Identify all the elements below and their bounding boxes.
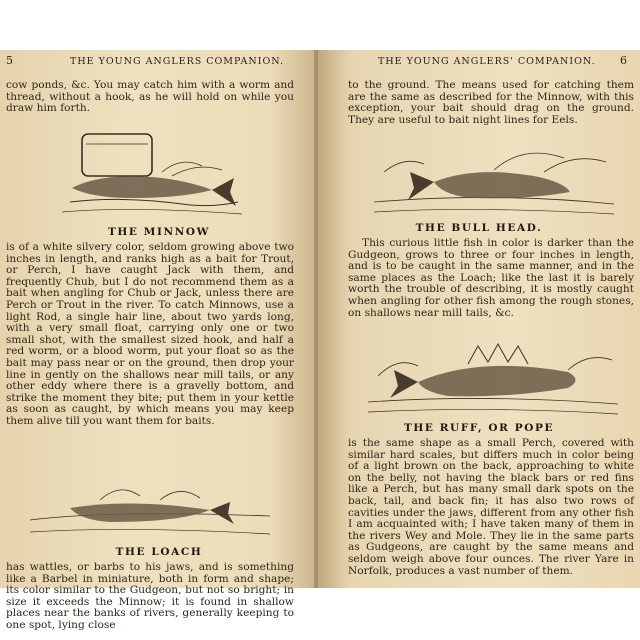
ruff-caption: THE RUFF, OR POPE: [403, 422, 555, 434]
right-top-paragraph: to the ground. The means used for catching them are the same as described for the Minnow, with this exception, your bait should drag on the ground. They are useful to bait night lines for Eels.: [348, 79, 634, 126]
right-page-number: 6: [620, 54, 627, 67]
bull-head-paragraph: This curious little fish in color is darker than the Gudgeon, grows to three or four inches in length, and is to be caught in the same manner, and in the same places as the Loach; like the last it is barely worth the trouble of describing, it is mostly caught when angling for other fish among the rough stones, on shallows near mill tails, &c.: [348, 237, 634, 319]
left-top-paragraph: cow ponds, &c. You may catch him with a worm and thread, without a hook, as he will hold on while you draw him forth.: [6, 79, 294, 115]
ruff-paragraph: is the same shape as a small Perch, covered with similar hard scales, but differs much in color being of a light brown on the back, approaching to white on the belly, not having the black bars or red fins like a Perch, but has many small dark spots on the back, tail, and back fin; it has also two rows of cavities under the jaws, different from any other fish I am acquainted with; I have taken many of them in the rivers Wey and Mole. They lie in the same parts as Gudgeons, are caught by the same means and seldom weigh above four ounces. The river Yare in Norfolk, produces a vast number of them.: [348, 437, 634, 577]
loach-paragraph: has wattles, or barbs to his jaws, and is something like a Barbel in miniature, both in form and shape; its color similar to the Gudgeon, but not so bright; in size it exceeds the Minnow; it is found in shallow places near the banks of rivers, generally keeping to one spot, lying close: [6, 561, 294, 631]
left-page-number: 5: [6, 54, 13, 67]
minnow-engraving: [62, 126, 242, 218]
right-running-head: THE YOUNG ANGLERS' COMPANION.: [378, 56, 596, 67]
loach-engraving: [30, 480, 270, 540]
right-page: [318, 50, 640, 588]
left-page: [0, 50, 318, 631]
open-book: [0, 50, 640, 631]
minnow-caption: THE MINNOW: [107, 226, 211, 238]
bull-head-engraving: [374, 142, 614, 218]
loach-caption: THE LOACH: [115, 546, 203, 558]
bull-head-caption: THE BULL HEAD.: [415, 222, 543, 234]
ruff-engraving: [368, 336, 618, 418]
left-running-head: THE YOUNG ANGLERS COMPANION.: [70, 56, 284, 67]
minnow-paragraph: is of a white silvery color, seldom growing above two inches in length, and ranks high as a bait for Trout, or Perch, I have caught Jack with them, and frequently Chub, but I do not recommend them as a bait when angling for Chub or Jack, unless there are Perch or Trout in the river. To catch Minnows, use a light Rod, a single hair line, about two yards long, with a very small float, carrying only one or two small shot, with the smallest sized hook, and half a red worm, or a blood worm, put your float so as the bait may pass near or on the ground, then drop your line in gently on the shallows near mill tails, or any other eddy where there is a gravelly bottom, and strike the moment they bite; put them in your kettle as soon as caught, by which means you may keep them alive till you want them for baits.: [6, 241, 294, 427]
